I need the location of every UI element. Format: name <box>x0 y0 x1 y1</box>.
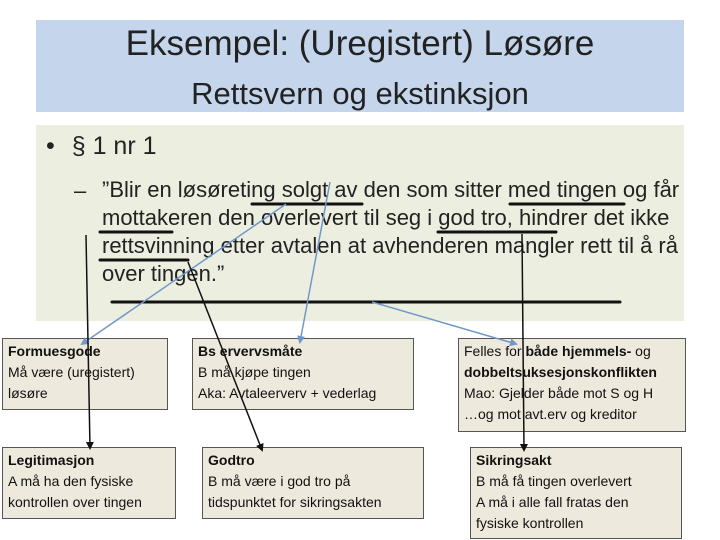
underlines <box>100 204 624 302</box>
box-line: B må være i god tro på <box>208 473 351 489</box>
box-line: løsøre <box>8 385 48 401</box>
arrow-overlevert-to-sikringsakt <box>522 234 524 450</box>
box-heading: Legitimasjon <box>8 452 95 468</box>
bullet-text: § 1 nr 1 <box>71 132 157 160</box>
box-heading: Godtro <box>208 452 255 468</box>
blue-connectors <box>82 182 516 344</box>
box-line: A må i alle fall fratas den <box>476 494 629 510</box>
box-line: kontrollen over tingen <box>8 494 142 510</box>
box-line: …og mot avt.erv og kreditor <box>464 406 637 422</box>
arrow-sitter-to-felles <box>372 302 516 344</box>
box-line: tidspunktet for sikringsakten <box>208 494 382 510</box>
box-heading: Sikringsakt <box>476 452 552 468</box>
box-line: B må kjøpe tingen <box>198 364 311 380</box>
slide-title: Eksempel: (Uregistert) Løsøre <box>125 24 595 63</box>
law-quote: ”Blir en løsøreting solgt av den som sitter med tingen og får mottakeren den overlevert til seg i god tro, hindrer det ikke rettsvinning etter avtalen at avhenderen mangler rett til å rå over tingen.” <box>102 177 680 286</box>
box-line: fysiske kontrollen <box>476 515 584 531</box>
arrow-god-tro-to-godtro <box>188 262 262 450</box>
quote-dash: – <box>74 178 87 203</box>
box-line: A må ha den fysiske <box>8 473 134 489</box>
black-connectors <box>86 234 524 450</box>
box-line: Må være (uregistert) <box>8 364 135 380</box>
box-line: Aka: Avtaleerverv + vederlag <box>198 385 377 401</box>
box-heading: Formuesgode <box>8 343 101 359</box>
box-line: dobbeltsuksesjonskonflikten <box>464 364 657 380</box>
bullet-marker: • <box>46 132 55 160</box>
box-line: B må få tingen overlevert <box>476 473 632 489</box>
arrow-losoreting-to-formuesgode <box>82 204 286 344</box>
arrow-solgt-to-bs-ervervsmate <box>300 182 330 342</box>
slide-subtitle: Rettsvern og ekstinksjon <box>191 76 529 111</box>
box-line: Mao: Gjelder både mot S og H <box>464 385 654 401</box>
box-heading: Bs ervervsmåte <box>198 343 303 359</box>
box-line: Felles for både hjemmels- og <box>464 343 651 359</box>
